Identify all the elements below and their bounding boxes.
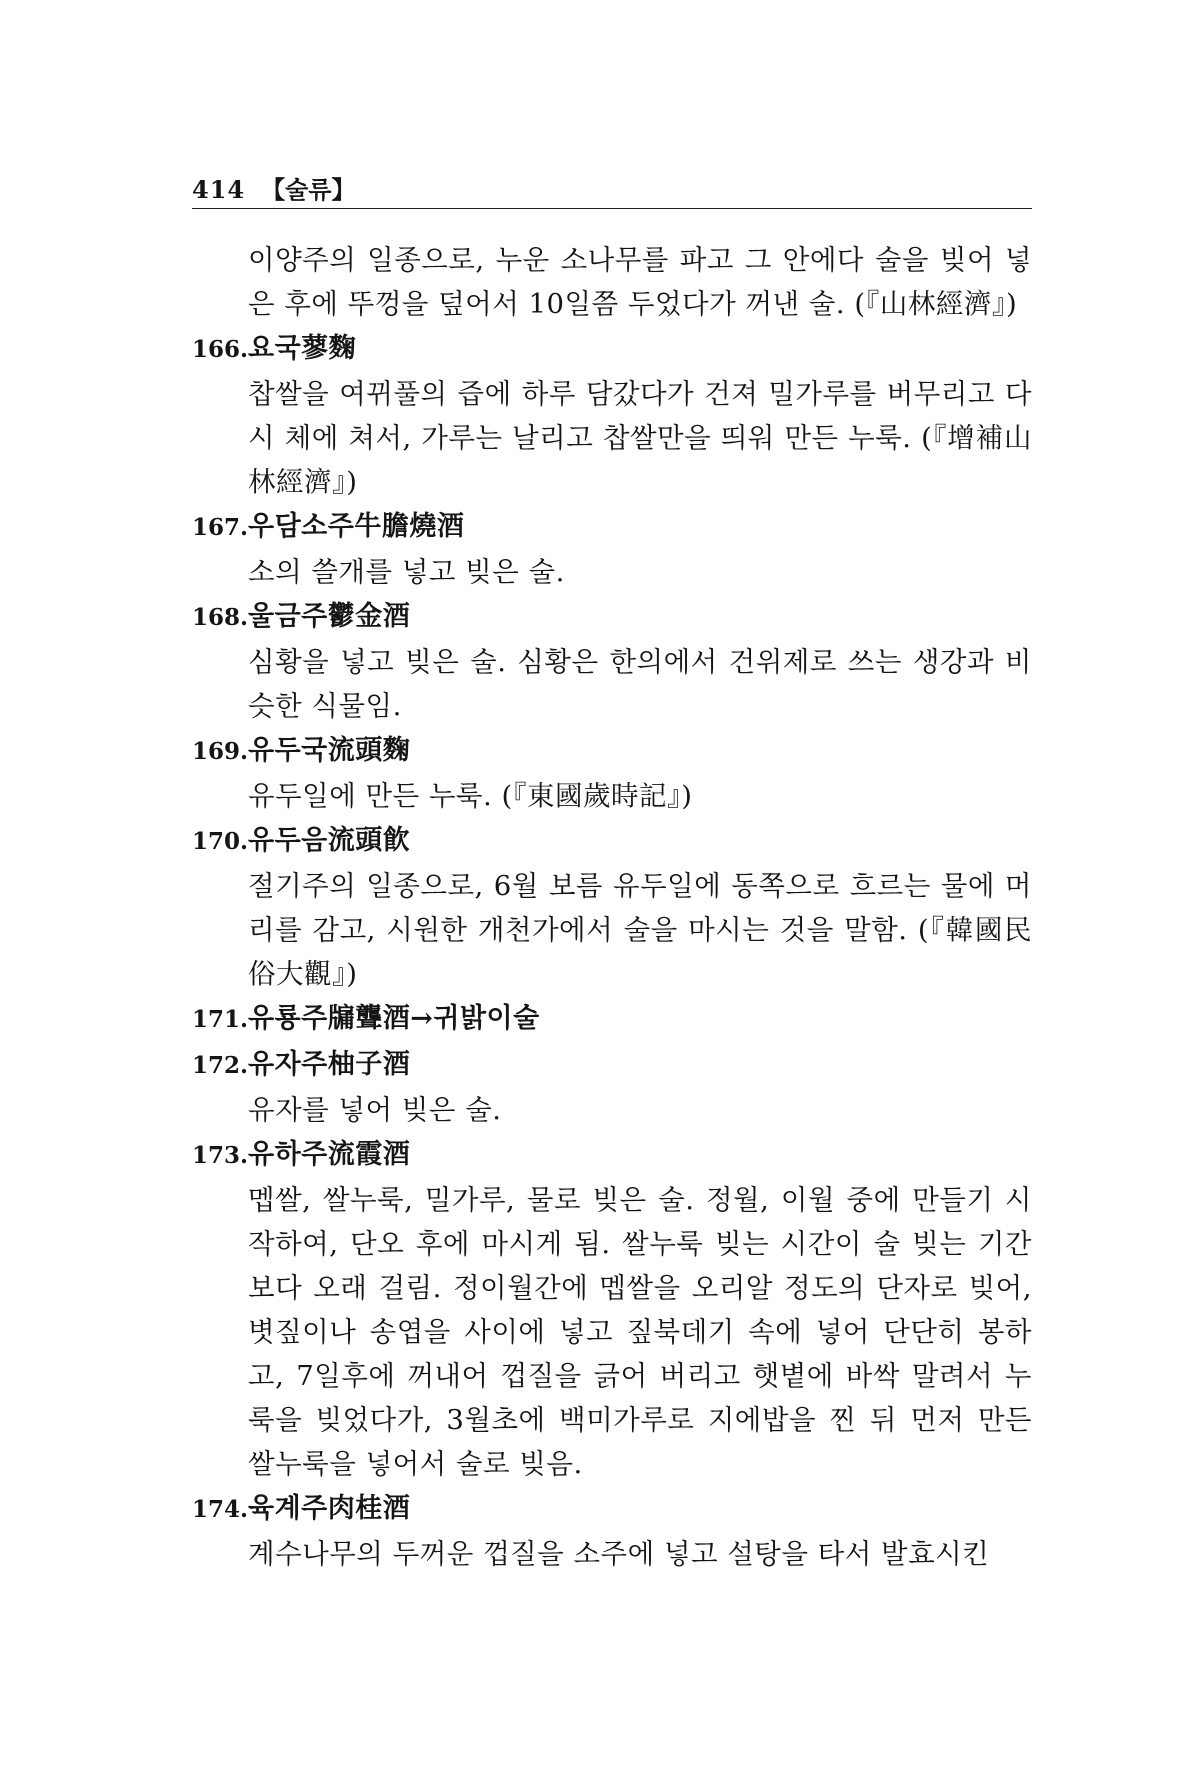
entry-body: 절기주의 일종으로, 6월 보름 유두일에 동쪽으로 흐르는 물에 머리를 감고, 시원한 개천가에서 술을 마시는 것을 말함. (『韓國民俗大觀』): [248, 870, 1032, 990]
section-title: 【술류】: [261, 175, 356, 204]
entry-heading: [192, 997, 1032, 1042]
entry-body: 심황을 넣고 빚은 술. 심황은 한의에서 건위제로 쓰는 생강과 비슷한 식물임.: [248, 646, 1032, 722]
entry-number: 171.: [192, 1006, 249, 1033]
entry-170: [192, 819, 1032, 996]
entry-body: 유두일에 만든 누룩. (『東國歲時記』): [248, 780, 693, 812]
entry-title: 유두국流頭麴: [248, 735, 411, 766]
entry-number: 170.: [192, 828, 249, 855]
entry-body: 유자를 넣어 빚은 술.: [248, 1094, 502, 1126]
entry-heading: [192, 505, 1032, 550]
entry-body: 멥쌀, 쌀누룩, 밀가루, 물로 빚은 술. 정월, 이월 중에 만들기 시작하여, 단오 후에 마시게 됨. 쌀누룩 빚는 시간이 술 빚는 기간보다 오래 걸림. 정이월간에 멥쌀을 오리알 정도의 단자로 빚어, 볏짚이나 송엽을 사이에 넣고 짚북데기 속에 넣어 단단히 봉하고, 7일후에 꺼내어 껍질을 긁어 버리고 햇볕에 바싹 말려서 누룩을 빚었다가, 3월초에 백미가루로 지에밥을 찐 뒤 먼저 만든 쌀누룩을 넣어서 술로 빚음.: [248, 1184, 1032, 1480]
entry-heading: [192, 1487, 1032, 1532]
entry-heading: [192, 819, 1032, 864]
entry-title: 유두음流頭飮: [248, 825, 411, 856]
entry-title: 우담소주牛膽燒酒: [248, 511, 465, 542]
entry-number: 174.: [192, 1496, 249, 1523]
entry-title: 유자주柚子酒: [248, 1049, 411, 1080]
entry-body: 찹쌀을 여뀌풀의 즙에 하루 담갔다가 건져 밀가루를 버무리고 다시 체에 쳐서, 가루는 날리고 찹쌀만을 띄워 만든 누룩. (『增補山林經濟』): [248, 378, 1032, 498]
entry-heading: [192, 729, 1032, 774]
header-rule: [192, 208, 1032, 209]
entry-heading: [192, 1133, 1032, 1178]
entry-title: 유룡주牖聾酒→귀밝이술: [248, 1003, 540, 1034]
entry-heading: [192, 595, 1032, 640]
entry-173: [192, 1133, 1032, 1486]
entry-list: [192, 238, 1032, 1576]
entry-number: 173.: [192, 1142, 249, 1169]
page-number: 414: [192, 175, 246, 204]
entry-169: [192, 729, 1032, 818]
entry-heading: [192, 327, 1032, 372]
entry-title: 육계주肉桂酒: [248, 1493, 411, 1524]
entry-number: 169.: [192, 738, 249, 765]
entry-167: [192, 505, 1032, 594]
entry-172: [192, 1043, 1032, 1132]
entry-body: 소의 쓸개를 넣고 빚은 술.: [248, 556, 565, 588]
entry-number: 167.: [192, 514, 249, 541]
running-header: [192, 170, 1032, 206]
entry-title: 요국蓼麴: [248, 333, 357, 364]
entry-171: [192, 997, 1032, 1042]
entry-heading: [192, 1043, 1032, 1088]
lead-paragraph: 이양주의 일종으로, 누운 소나무를 파고 그 안에다 술을 빚어 넣은 후에 뚜껑을 덮어서 10일쯤 두었다가 꺼낸 술. (『山林經濟』): [248, 244, 1032, 320]
entry-number: 172.: [192, 1052, 249, 1079]
entry-title: 유하주流霞酒: [248, 1139, 411, 1170]
entry-body: 계수나무의 두꺼운 껍질을 소주에 넣고 설탕을 타서 발효시킨: [248, 1538, 990, 1570]
entry-174: [192, 1487, 1032, 1576]
entry-number: 168.: [192, 604, 249, 631]
entry-title: 울금주鬱金酒: [248, 601, 411, 632]
entry-168: [192, 595, 1032, 728]
entry-166: [192, 327, 1032, 504]
entry-number: 166.: [192, 336, 249, 363]
